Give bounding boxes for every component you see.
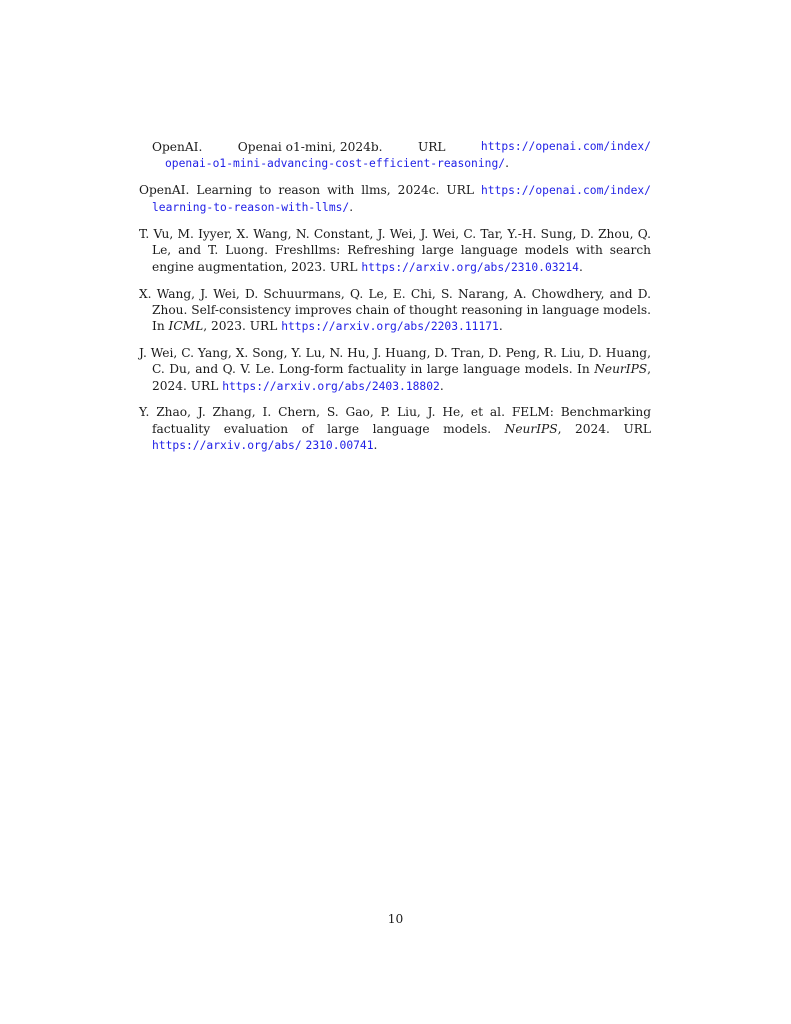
reference-link[interactable]: https://arxiv.org/abs/2310.03214 — [361, 260, 579, 274]
reference-second-line — [152, 155, 651, 172]
reference-text: J. Wei, C. Yang, X. Song, Y. Lu, N. Hu, J. Huang, D. Tran, D. Peng, R. Liu, D. Huang, C. Du, and Q. V. Le. Long-form factuality in large language models. In — [139, 345, 651, 377]
reference-link[interactable]: https://arxiv.org/abs/ — [152, 438, 302, 452]
reference-link-continued[interactable]: 2310.00741 — [305, 438, 374, 452]
reference-venue: NeurIPS — [504, 421, 558, 436]
reference-venue: NeurIPS — [594, 362, 648, 377]
reference-end: . — [349, 200, 354, 215]
reference-openai-learning-to-reason — [139, 182, 651, 217]
reference-zhao-felm — [139, 404, 651, 454]
reference-end: . — [439, 378, 444, 393]
reference-link[interactable]: https://openai.com/index/ — [480, 184, 651, 198]
reference-end: . — [373, 437, 378, 452]
reference-link-continued[interactable]: openai-o1-mini-advancing-cost-efficient-reasoning/ — [165, 157, 506, 171]
reference-wei-long-form-factuality — [139, 345, 651, 395]
reference-first-line — [152, 139, 651, 155]
reference-text: T. Vu, M. Iyyer, X. Wang, N. Constant, J. Wei, J. Wei, C. Tar, Y.-H. Sung, D. Zhou, Q. Le, and T. Luong. Freshllms: Refreshing large language models with search engine augmentation, 2023. URL — [139, 227, 651, 274]
reference-link[interactable]: https://arxiv.org/abs/2203.11171 — [281, 320, 499, 334]
reference-link[interactable]: https://openai.com/index/ — [480, 140, 651, 153]
reference-url-label: URL — [417, 140, 446, 154]
reference-list — [139, 139, 651, 464]
reference-text: OpenAI. Learning to reason with llms, 2024c. URL — [139, 183, 481, 198]
reference-text: X. Wang, J. Wei, D. Schuurmans, Q. Le, E. Chi, S. Narang, A. Chowdhery, and D. Zhou. Self-consistency improves chain of thought reasoning in language models. In — [139, 286, 651, 334]
reference-openai-o1-mini — [139, 139, 651, 173]
reference-text: Y. Zhao, J. Zhang, I. Chern, S. Gao, P. Liu, J. He, et al. FELM: Benchmarking factuality evaluation of large language models. — [139, 405, 651, 436]
reference-authors: OpenAI. — [152, 140, 203, 154]
reference-text-continued: , 2024. URL — [557, 421, 652, 436]
page-number: 10 — [387, 912, 404, 926]
reference-end: . — [505, 156, 509, 171]
reference-link-continued[interactable]: learning-to-reason-with-llms/ — [152, 201, 350, 215]
reference-link[interactable]: https://arxiv.org/abs/2403.18802 — [222, 379, 440, 393]
reference-text-continued: , 2023. URL — [203, 319, 282, 334]
reference-wang-self-consistency — [139, 286, 651, 336]
reference-title: Openai o1-mini, 2024b. — [237, 140, 383, 154]
reference-end: . — [498, 319, 503, 334]
reference-vu-freshllms — [139, 226, 651, 276]
reference-text-continued: , 2024. URL — [152, 362, 651, 393]
reference-end: . — [578, 259, 583, 274]
reference-venue: ICML — [168, 319, 204, 334]
